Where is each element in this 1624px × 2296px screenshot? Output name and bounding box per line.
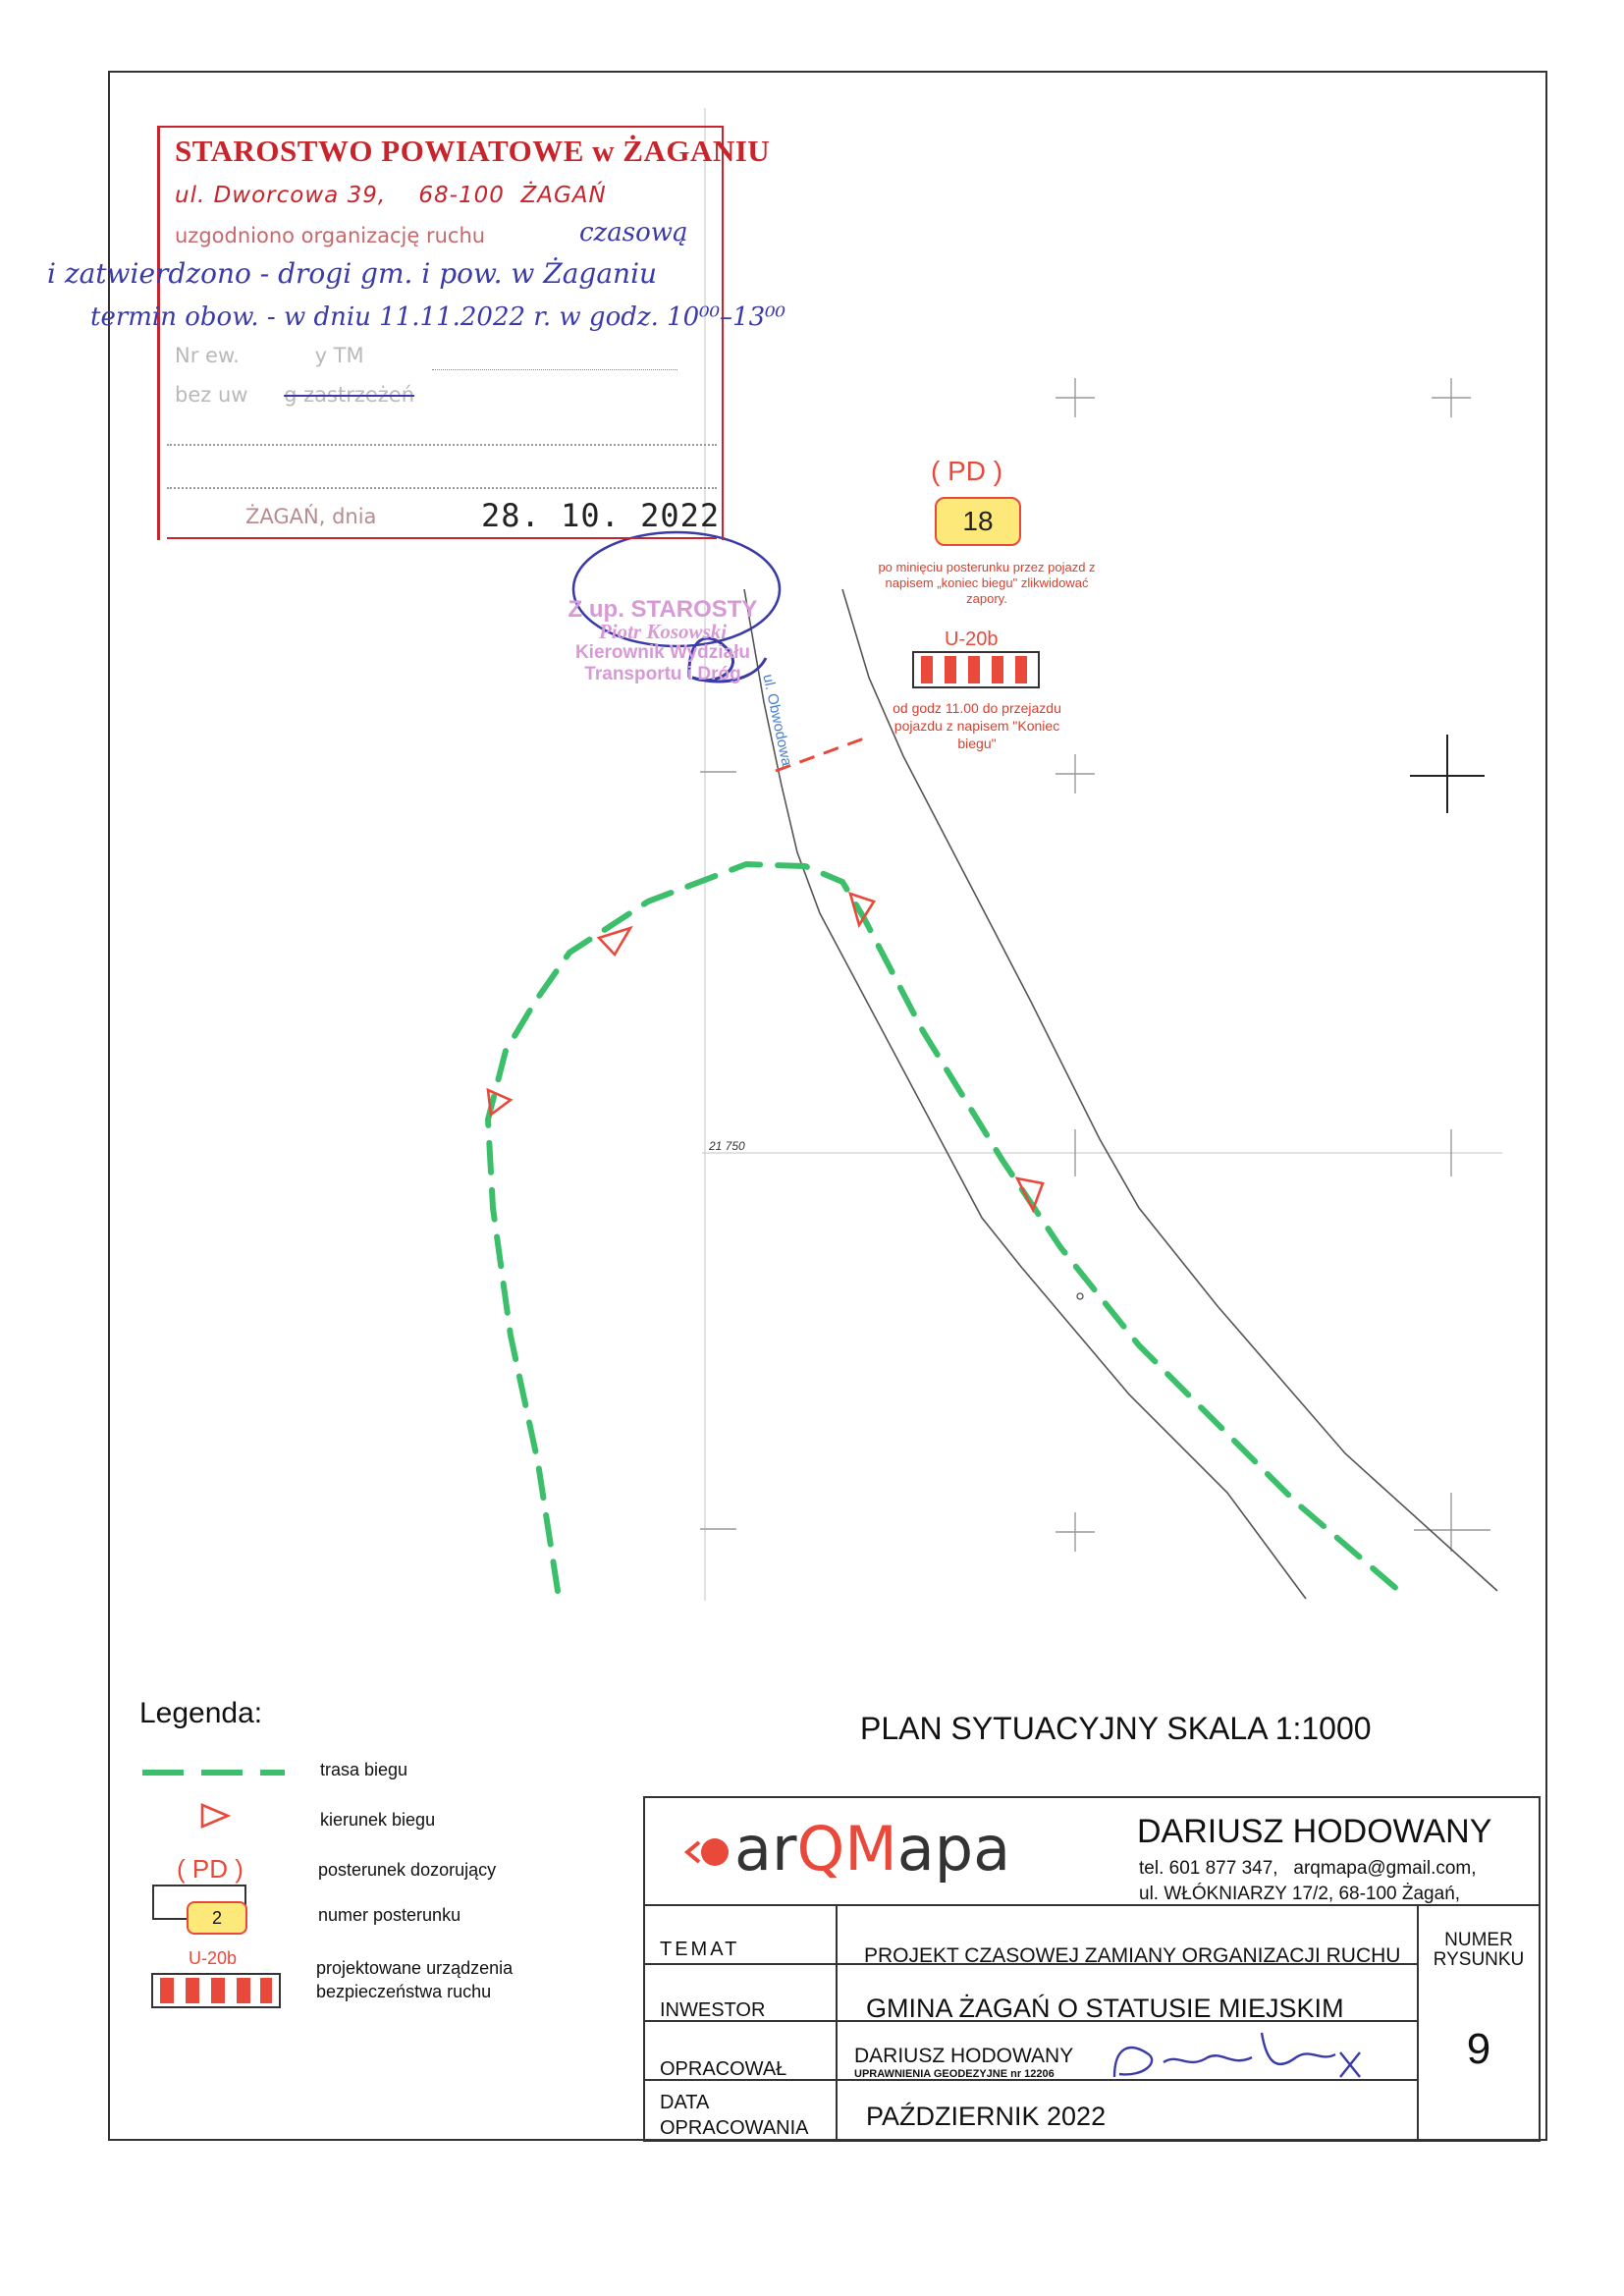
stamp-nr-suffix: y TM [314,344,364,367]
route-path [488,864,1399,1591]
logo-text-apa: apa [896,1813,1011,1885]
temat-label: TEMAT [660,1939,740,1960]
legend-barrier-symbol-label: U-20b [189,1948,238,1968]
direction-arrow-icon [1017,1178,1043,1210]
company-name: DARIUSZ HODOWANY [1137,1813,1492,1850]
arqmapa-logo-icon [687,1838,729,1866]
temat-value: PROJEKT CZASOWEJ ZAMIANY ORGANIZACJI RUCHU [864,1944,1401,1967]
inwestor-value: GMINA ŻAGAŃ O STATUSIE MIEJSKIM [866,1994,1344,2023]
logo-text-ar: ar [734,1813,797,1885]
stamp-address: ul. Dworcowa 39, 68-100 ŻAGAŃ [175,183,607,208]
stamp-dotted-line [167,487,717,489]
coordinate-label: 21 750 [709,1139,745,1153]
opracowal-sub: UPRAWNIENIA GEODEZYJNE nr 12206 [854,2068,1055,2080]
stamp-agreed-line: uzgodniono organizację ruchu [175,224,486,247]
handwritten-note-1: czasową [579,218,688,247]
legend-item-post-number: numer posterunku [318,1905,461,1925]
round-stamp-line-4: Transportu i Dróg [584,664,741,684]
posterunek-number: 18 [935,497,1021,546]
company-contact-2: ul. WŁÓKNIARZY 17/2, 68-100 Żagań, [1139,1884,1461,1904]
stamp-dotted-line [432,369,677,370]
street-label: ul. Obwodowa [759,673,795,768]
direction-arrows [488,894,1043,1210]
stamp-bez-suffix: g zastrzeżeń [284,383,415,407]
grid-crosses [700,378,1490,1552]
legend-post-number-symbol: 2 [187,1901,247,1935]
legend-pd-symbol: ( PD ) [177,1854,244,1884]
barrier-u20b-symbol [913,652,1039,687]
round-stamp-line-1: Z up. STAROSTY [568,596,758,623]
stamp-bez-label: bez uw [175,383,248,407]
data-opracowania-value: PAŹDZIERNIK 2022 [866,2102,1107,2131]
stamp-bez-line [175,383,414,407]
direction-arrow-icon [202,1805,228,1827]
posterunek-note: po minięciu posterunku przez pojazd z napisem „koniec biegu" zlikwidować zapory. [878,560,1096,606]
opracowal-name: DARIUSZ HODOWANY [854,2045,1074,2067]
stamp-nr-label: Nr ew. [175,344,240,367]
company-contact-1: tel. 601 877 347, arqmapa@gmail.com, [1139,1858,1477,1879]
grid-cross-large [1410,735,1485,813]
handwritten-note-3: termin obow. - w dniu 11.11.2022 r. w godz. 10⁰⁰–13⁰⁰ [90,302,785,332]
handwritten-note-2: i zatwierdzono - drogi gm. i pow. w Żaganiu [47,257,658,290]
opracowal-label: OPRACOWAŁ [660,2058,787,2080]
legend-symbols [142,1773,285,2007]
stamp-title: STAROSTWO POWIATOWE w ŻAGANIU [175,134,771,168]
stamp-bottom-rule [167,537,717,539]
legend-item-route: trasa biegu [320,1760,408,1779]
author-signature [1114,2033,1360,2077]
data-opracowania-label: DATA OPRACOWANIA [660,2092,809,2139]
inwestor-label: INWESTOR [660,1999,766,2021]
stamp-date: 28. 10. 2022 [481,497,721,534]
round-stamp [530,596,795,685]
round-stamp-line-3: Kierownik Wydziału [574,642,751,663]
plan-title: PLAN SYTUACYJNY SKALA 1:1000 [860,1711,1372,1746]
barrier-note: od godz 11.00 do przejazdu pojazdu z napisem "Koniec biegu" [893,700,1061,751]
map-point [1077,1293,1083,1299]
stamp-nr-line [175,344,364,367]
numer-rysunku-label: NUMER RYSUNKU [1433,1930,1525,1970]
barrier-label: U-20b [945,629,999,650]
stamp-dotted-line [167,444,717,446]
posterunek-label: ( PD ) [931,456,1003,486]
legend-title: Legenda: [139,1697,263,1729]
legend-item-barrier: projektowane urządzenia bezpieczeństwa ruchu [316,1958,514,2001]
logo-text-qm: QM [796,1813,897,1885]
drawing-number: 9 [1466,2025,1491,2073]
legend-item-post: posterunek dozorujący [318,1860,497,1880]
round-stamp-line-2: Piotr Kosowski [598,620,728,643]
legend-item-direction: kierunek biegu [320,1810,436,1830]
stamp-place-label: ŻAGAŃ, dnia [245,505,377,528]
company-logo [734,1813,1011,1885]
map-grid [702,108,1502,1601]
